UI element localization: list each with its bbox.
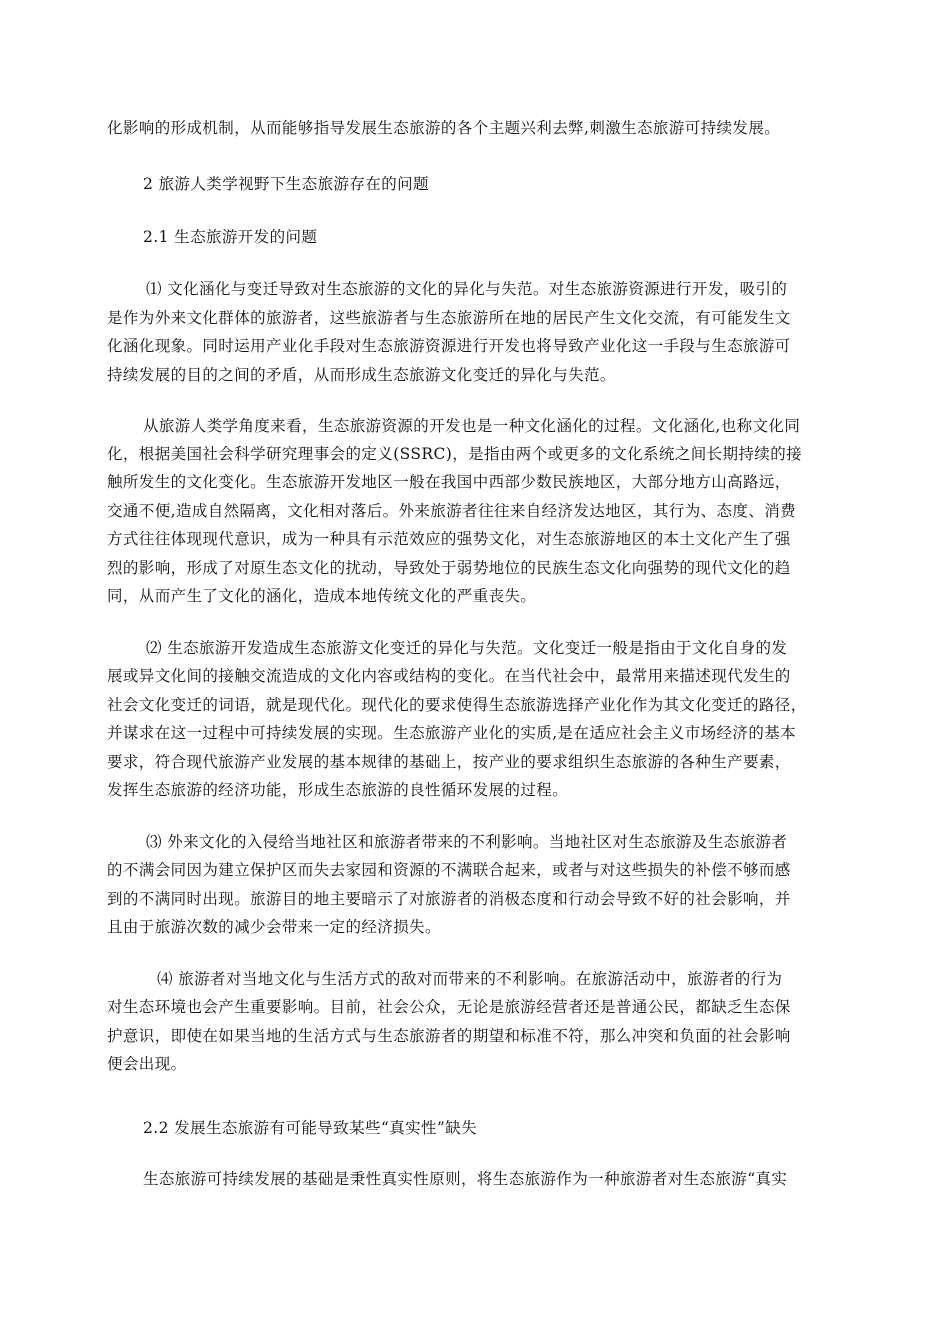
- paragraph-line: 化，根据美国社会科学研究理事会的定义(SSRC)，是指由两个或更多的文化系统之间长期持续的接: [107, 445, 802, 463]
- paragraph-line: 社会文化变迁的词语，就是现代化。现代化的要求使得生态旅游选择产业化作为其文化变迁的路径，: [107, 696, 807, 714]
- intro-line: 化影响的形成机制，从而能够指导发展生态旅游的各个主题兴利去弊,刺激生态旅游可持续发展。: [107, 119, 781, 137]
- paragraph-line: 便会出现。: [107, 1055, 187, 1073]
- paragraph-line: 的不满会同因为建立保护区而失去家园和资源的不满联合起来，或者与对这些损失的补偿不够而感: [107, 861, 791, 879]
- section-heading-2: 2 旅游人类学视野下生态旅游存在的问题: [143, 175, 429, 193]
- paragraph-line: 生态旅游可持续发展的基础是秉性真实性原则，将生态旅游作为一种旅游者对生态旅游“真实: [143, 1170, 788, 1188]
- paragraph-line: 到的不满同时出现。旅游目的地主要暗示了对旅游者的消极态度和行动会导致不好的社会影响，并: [107, 890, 791, 908]
- paragraph-line: 方式往往体现现代意识，成为一种具有示范效应的强势文化，对生态旅游地区的本土文化产生了强: [107, 530, 791, 548]
- paragraph-line: 从旅游人类学角度来看，生态旅游资源的开发也是一种文化涵化的过程。文化涵化,也称文化同: [143, 417, 801, 435]
- paragraph-line: 烈的影响，形成了对原生态文化的扰动，导致处于弱势地位的民族生态文化向强势的现代文化的趋: [107, 559, 791, 577]
- paragraph-line: 展或异文化间的接触交流造成的文化内容或结构的变化。在当代社会中，最常用来描述现代发生的: [107, 667, 791, 685]
- paragraph-line: 持续发展的目的之间的矛盾，从而形成生态旅游文化变迁的异化与失范。: [107, 366, 616, 384]
- paragraph-line: 触所发生的文化变化。生态旅游开发地区一般在我国中西部少数民族地区，大部分地方山高路远，: [107, 473, 791, 491]
- paragraph-line: 护意识，即使在如果当地的生活方式与生态旅游者的期望和标准不符，那么冲突和负面的社会影响: [107, 1027, 791, 1045]
- paragraph-line: ⑷ 旅游者对当地文化与生活方式的敌对而带来的不利影响。在旅游活动中，旅游者的行为: [157, 970, 783, 988]
- paragraph-line: 交通不便,造成自然隔离，文化相对落后。外来旅游者往往来自经济发达地区，其行为、态度、消费: [107, 502, 797, 520]
- paragraph-line: 且由于旅游次数的减少会带来一定的经济损失。: [107, 918, 441, 936]
- paragraph-line: 要求，符合现代旅游产业发展的基本规律的基础上，按产业的要求组织生态旅游的各种生产要素，: [107, 753, 791, 771]
- paragraph-line: 化涵化现象。同时运用产业化手段对生态旅游资源进行开发也将导致产业化这一手段与生态旅游可: [107, 337, 791, 355]
- paragraph-line: 同，从而产生了文化的涵化，造成本地传统文化的严重丧失。: [107, 587, 537, 605]
- paragraph-line: 发挥生态旅游的经济功能，形成生态旅游的良性循环发展的过程。: [107, 781, 569, 799]
- paragraph-line: 是作为外来文化群体的旅游者，这些旅游者与生态旅游所在地的居民产生文化交流，有可能发生文: [107, 309, 791, 327]
- section-heading-2-1: 2.1 生态旅游开发的问题: [143, 228, 318, 246]
- section-heading-2-2: 2.2 发展生态旅游有可能导致某些“真实性”缺失: [143, 1119, 478, 1137]
- paragraph-line: 对生态环境也会产生重要影响。目前，社会公众，无论是旅游经营者还是普通公民，都缺乏生态保: [107, 998, 791, 1016]
- paragraph-line: 并谋求在这一过程中可持续发展的实现。生态旅游产业化的实质,是在适应社会主义市场经济的基本: [107, 724, 797, 742]
- paragraph-line: ⑶ 外来文化的入侵给当地社区和旅游者带来的不利影响。当地社区对生态旅游及生态旅游者: [146, 833, 788, 851]
- paragraph-line: ⑵ 生态旅游开发造成生态旅游文化变迁的异化与失范。文化变迁一般是指由于文化自身的发: [146, 639, 788, 657]
- paragraph-line: ⑴ 文化涵化与变迁导致对生态旅游的文化的异化与失范。对生态旅游资源进行开发，吸引的: [146, 280, 788, 298]
